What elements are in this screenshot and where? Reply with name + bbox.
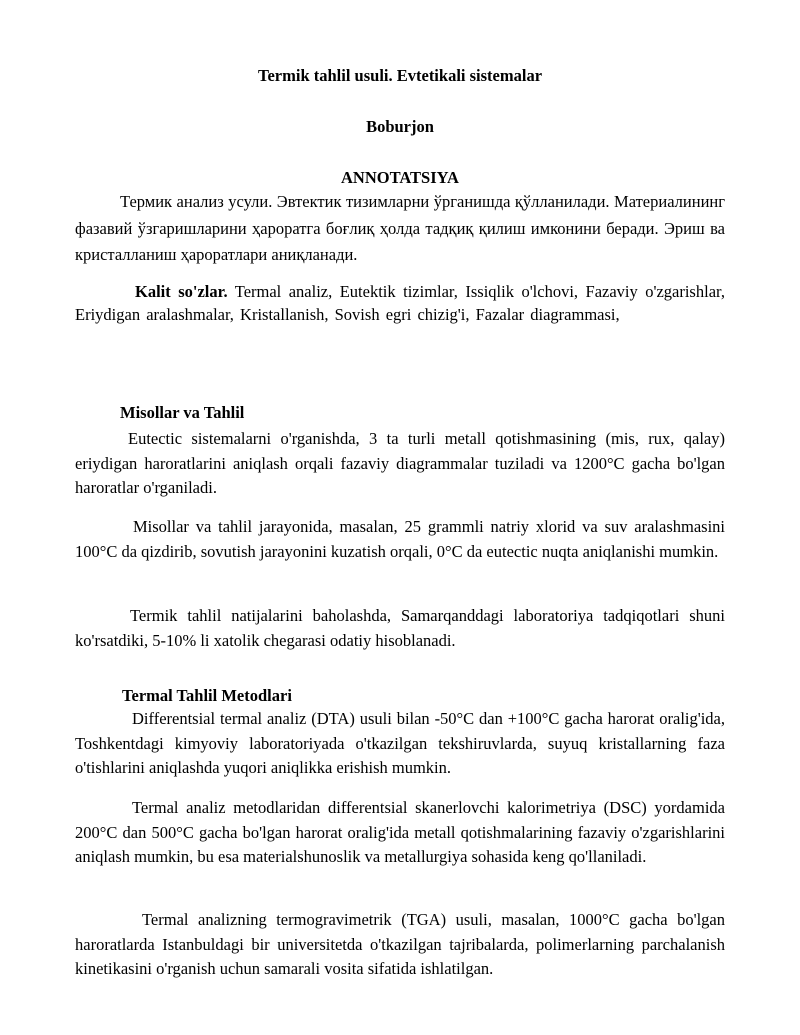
annotation-heading: ANNOTATSIYA [341, 168, 459, 187]
keywords-label: Kalit so'zlar. [135, 282, 228, 301]
section-heading-examples: Misollar va Tahlil [120, 403, 245, 422]
section2-paragraph: Termal analiz metodlaridan differentsial skanerlovchi kalorimetriya (DSC) yordamida 200°C dan 500°C gacha bo'lgan harorat oralig'ida metall qotishmalarining fazaviy o'zgarishlarini aniqlash mumkin, bu esa materialshunoslik va metallurgiya sohasida keng qo'llaniladi. [75, 798, 725, 866]
section1-paragraph: Termik tahlil natijalarini baholashda, Samarqanddagi laboratoriya tadqiqotlari shuni ko'rsatdiki, 5-10% li xatolik chegarasi odatiy hisoblanadi. [75, 606, 725, 650]
section2-paragraph: Differentsial termal analiz (DTA) usuli bilan -50°C dan +100°C gacha harorat oralig'ida, Toshkentdagi kimyoviy laboratoriyada o'tkazilgan tekshiruvlarda, suyuq kristallarning faza o'tishlarini aniqlashda yuqori aniqlikka erishish mumkin. [75, 709, 725, 777]
section1-paragraph: Eutectic sistemalarni o'rganishda, 3 ta turli metall qotishmasining (mis, rux, qalay) eriydigan haroratlarini aniqlash orqali fazaviy diagrammalar tuziladi va 1200°C gacha bo'lgan haroratlar o'rganiladi. [75, 429, 725, 497]
section2-paragraph: Termal analizning termogravimetrik (TGA) usuli, masalan, 1000°C gacha bo'lgan haroratlarda Istanbuldagi bir universitetda o'tkazilgan tajribalarda, polimerlarning parchalanish kinetikasini o'rganish uchun samarali vosita sifatida ishlatilgan. [75, 910, 725, 978]
author-name: Boburjon [366, 117, 434, 136]
document-title: Termik tahlil usuli. Evtetikali sistemalar [257, 66, 543, 85]
annotation-text: Термик анализ усули. Эвтектик тизимларни ўрганишда қўлланилади. Материалининг фазавий ўзгаришларини ҳароратга боғлиқ ҳолда тадқиқ қилиш имконини беради. Эриш ва кристалланиш ҳароратлари аниқланади. [75, 192, 725, 264]
keywords-text: Termal analiz, Eutektik tizimlar, Issiqlik o'lchovi, Fazaviy o'zgarishlar, Eriydigan aralashmalar, Kristallanish, Sovish egri chizig'i, Fazalar diagrammasi, [75, 282, 725, 324]
section1-paragraph: Misollar va tahlil jarayonida, masalan, 25 grammli natriy xlorid va suv aralashmasini 100°C da qizdirib, sovutish jarayonini kuzatish orqali, 0°C da eutectic nuqta aniqlanishi mumkin. [75, 517, 725, 561]
section-heading-methods: Termal Tahlil Metodlari [122, 686, 292, 705]
keywords-paragraph [75, 280, 725, 326]
